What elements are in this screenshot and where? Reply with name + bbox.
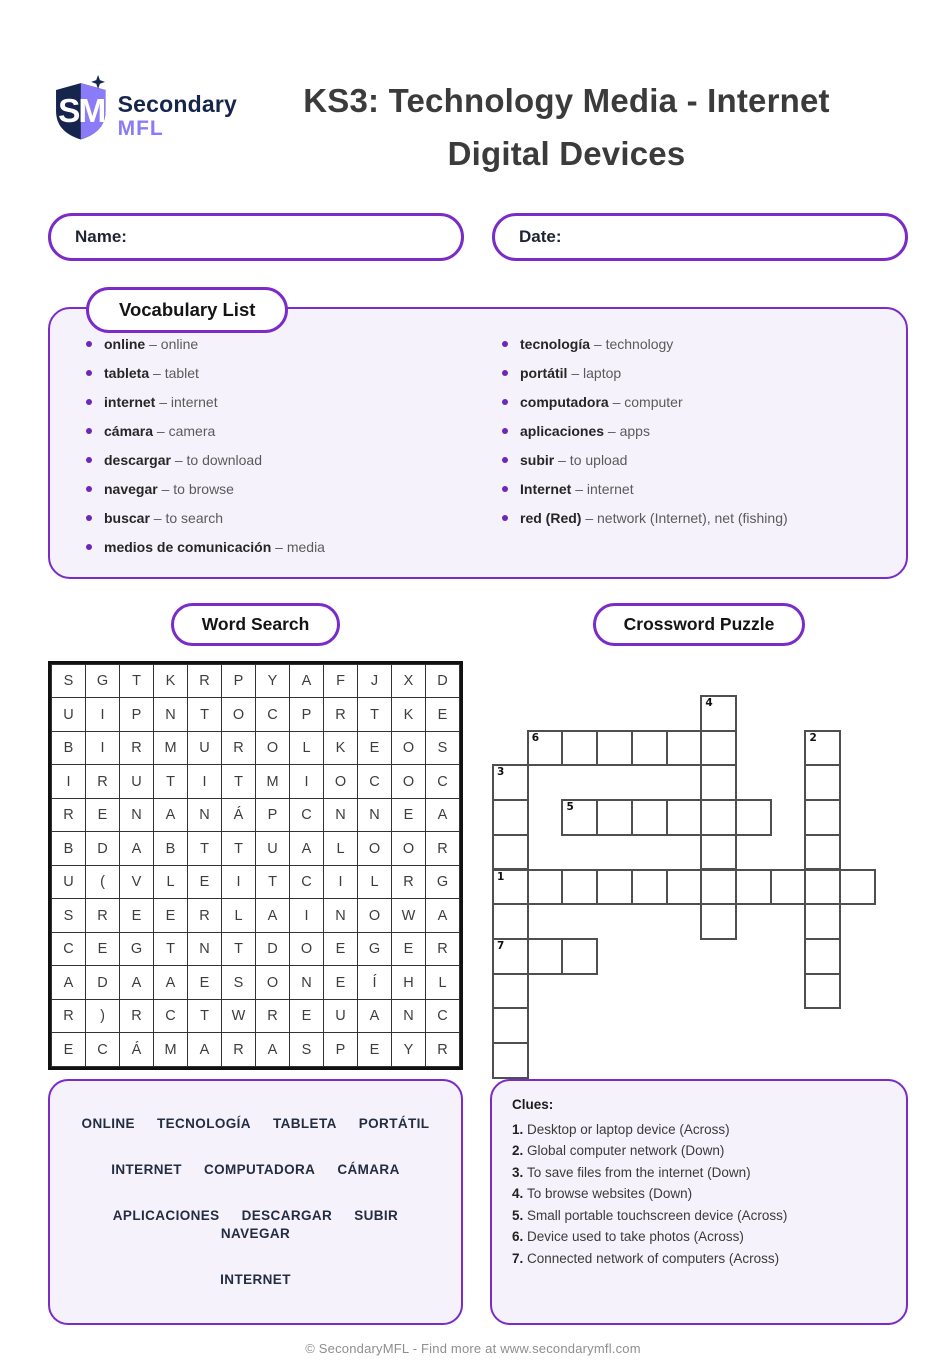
- crossword-cell[interactable]: [666, 799, 703, 836]
- word-search-cell: T: [154, 765, 188, 799]
- word-search-cell: A: [426, 798, 460, 832]
- word-search-cell: I: [86, 731, 120, 765]
- word-bank-word: SUBIR: [354, 1207, 399, 1223]
- word-search-cell: N: [188, 798, 222, 832]
- bullet-icon: [502, 428, 508, 434]
- word-search-cell: J: [358, 664, 392, 698]
- word-bank-word: TABLETA: [272, 1115, 337, 1131]
- bullet-icon: [502, 457, 508, 463]
- word-search-cell: E: [154, 899, 188, 933]
- word-search-cell: W: [222, 999, 256, 1033]
- crossword-cell[interactable]: [527, 730, 564, 767]
- word-search-cell: (: [86, 865, 120, 899]
- word-search-cell: R: [86, 899, 120, 933]
- word-search-cell: A: [188, 1033, 222, 1067]
- bullet-icon: [86, 399, 92, 405]
- clue-item: 6. Device used to take photos (Across): [512, 1229, 744, 1245]
- crossword-cell[interactable]: [527, 938, 564, 975]
- bullet-icon: [502, 515, 508, 521]
- crossword-cell[interactable]: [804, 938, 841, 975]
- crossword-cell[interactable]: [631, 799, 668, 836]
- vocabulary-right-column: [478, 337, 894, 569]
- word-search-cell: E: [86, 798, 120, 832]
- vocab-item: medios de comunicación – media: [74, 540, 478, 556]
- word-search-cell: P: [120, 698, 154, 732]
- bullet-icon: [86, 457, 92, 463]
- vocab-item: online – online: [74, 337, 478, 353]
- brand-mfl: MFL: [117, 117, 164, 140]
- vocabulary-panel: [48, 298, 908, 579]
- word-search-cell: E: [120, 899, 154, 933]
- word-search-cell: A: [154, 966, 188, 1000]
- word-search-cell: L: [154, 865, 188, 899]
- word-search-grid: [48, 661, 463, 1070]
- vocab-item: subir – to upload: [490, 453, 894, 469]
- vocab-item: aplicaciones – apps: [490, 424, 894, 440]
- word-search-cell: N: [154, 698, 188, 732]
- crossword-cell[interactable]: [804, 730, 841, 767]
- word-search-cell: H: [392, 966, 426, 1000]
- title-line-2: Digital Devices: [447, 135, 686, 173]
- word-bank-word: APLICACIONES: [112, 1207, 220, 1223]
- word-search-cell: U: [324, 999, 358, 1033]
- word-search-cell: K: [324, 731, 358, 765]
- word-search-cell: ): [86, 999, 120, 1033]
- word-bank-word: INTERNET: [220, 1271, 291, 1287]
- word-search-cell: D: [426, 664, 460, 698]
- vocab-item: computadora – computer: [490, 395, 894, 411]
- word-search-cell: L: [358, 865, 392, 899]
- crossword-cell[interactable]: [804, 869, 841, 906]
- word-search-cell: R: [52, 999, 86, 1033]
- word-search-cell: N: [324, 798, 358, 832]
- crossword-cell[interactable]: [839, 869, 876, 906]
- word-search-cell: R: [222, 731, 256, 765]
- date-field[interactable]: [492, 213, 908, 261]
- word-search-cell: E: [86, 932, 120, 966]
- word-search-cell: U: [188, 731, 222, 765]
- word-search-cell: I: [86, 698, 120, 732]
- crossword-grid: [492, 695, 878, 1079]
- vocabulary-left-column: [62, 337, 478, 569]
- word-search-cell: R: [188, 899, 222, 933]
- vocab-item: buscar – to search: [74, 511, 478, 527]
- word-search-cell: R: [426, 1033, 460, 1067]
- word-search-cell: L: [222, 899, 256, 933]
- crossword-cell[interactable]: [700, 695, 737, 732]
- svg-text:M: M: [78, 93, 107, 131]
- word-search-cell: R: [188, 664, 222, 698]
- word-search-cell: O: [256, 731, 290, 765]
- word-search-cell: L: [324, 832, 358, 866]
- word-search-cell: N: [324, 899, 358, 933]
- word-search-cell: Y: [256, 664, 290, 698]
- name-field[interactable]: [48, 213, 464, 261]
- crossword-clue-number: 7: [497, 939, 505, 952]
- word-search-cell: E: [358, 731, 392, 765]
- clue-item: 5. Small portable touchscreen device (Across): [512, 1207, 788, 1223]
- word-search-cell: N: [188, 932, 222, 966]
- word-search-cell: T: [188, 832, 222, 866]
- word-search-cell: U: [52, 698, 86, 732]
- word-search-cell: T: [188, 999, 222, 1033]
- bullet-icon: [502, 370, 508, 376]
- word-bank-word: TECNOLOGÍA: [156, 1115, 251, 1131]
- word-search-cell: G: [86, 664, 120, 698]
- crossword-clue-number: 2: [809, 731, 817, 744]
- word-search-cell: T: [256, 865, 290, 899]
- word-search-cell: B: [154, 832, 188, 866]
- word-search-cell: A: [426, 899, 460, 933]
- word-search-cell: M: [154, 1033, 188, 1067]
- word-search-cell: P: [290, 698, 324, 732]
- vocab-item: cámara – camera: [74, 424, 478, 440]
- clue-item: 4. To browse websites (Down): [512, 1186, 693, 1202]
- word-bank-word: NAVEGAR: [220, 1225, 291, 1241]
- word-search-cell: A: [290, 664, 324, 698]
- word-bank-word: DESCARGAR: [241, 1207, 333, 1223]
- word-search-cell: I: [188, 765, 222, 799]
- crossword-cell[interactable]: [735, 869, 772, 906]
- bullet-icon: [502, 341, 508, 347]
- crossword-clue-number: 6: [531, 731, 540, 744]
- word-search-cell: R: [120, 999, 154, 1033]
- word-search-cell: A: [154, 798, 188, 832]
- word-bank-word: COMPUTADORA: [203, 1161, 316, 1177]
- clues-title: Clues:: [512, 1096, 554, 1112]
- word-search-cell: D: [86, 832, 120, 866]
- vocab-item: Internet – internet: [490, 482, 894, 498]
- word-search-cell: C: [256, 698, 290, 732]
- crossword-cell[interactable]: [804, 764, 841, 801]
- crossword-cell[interactable]: [596, 869, 633, 906]
- word-bank-word: PORTÁTIL: [358, 1115, 430, 1131]
- word-search-cell: R: [52, 798, 86, 832]
- word-search-cell: K: [392, 698, 426, 732]
- word-search-cell: T: [222, 932, 256, 966]
- crossword-clue-number: 4: [705, 696, 713, 709]
- word-search-cell: D: [256, 932, 290, 966]
- clues-panel: [490, 1079, 908, 1325]
- word-search-cell: R: [392, 865, 426, 899]
- word-search-cell: N: [358, 798, 392, 832]
- word-search-cell: T: [222, 765, 256, 799]
- bullet-icon: [86, 428, 92, 434]
- word-search-cell: N: [392, 999, 426, 1033]
- word-search-cell: I: [290, 765, 324, 799]
- vocab-item: descargar – to download: [74, 453, 478, 469]
- word-search-cell: P: [324, 1033, 358, 1067]
- word-search-cell: G: [426, 865, 460, 899]
- word-search-cell: S: [52, 664, 86, 698]
- vocab-item: internet – internet: [74, 395, 478, 411]
- word-search-cell: M: [154, 731, 188, 765]
- word-search-cell: S: [222, 966, 256, 1000]
- name-label: Name:: [75, 226, 127, 246]
- crossword-cell[interactable]: [631, 730, 668, 767]
- brand-text: [118, 79, 237, 139]
- header: [0, 0, 946, 181]
- crossword-cell[interactable]: [596, 799, 633, 836]
- word-search-cell: C: [426, 765, 460, 799]
- bullet-icon: [86, 341, 92, 347]
- word-search-cell: E: [392, 798, 426, 832]
- word-search-cell: C: [290, 865, 324, 899]
- word-search-cell: A: [256, 1033, 290, 1067]
- word-search-cell: C: [358, 765, 392, 799]
- word-search-cell: T: [154, 932, 188, 966]
- bullet-icon: [86, 370, 92, 376]
- crossword-cell[interactable]: [700, 903, 737, 940]
- word-search-cell: E: [324, 966, 358, 1000]
- word-search-cell: O: [324, 765, 358, 799]
- clues-list: [512, 1119, 886, 1270]
- footer-copyright: © SecondaryMFL - Find more at www.secondarymfl.com: [305, 1340, 641, 1356]
- word-search-cell: Y: [392, 1033, 426, 1067]
- word-search-cell: O: [392, 731, 426, 765]
- crossword-cell[interactable]: [631, 869, 668, 906]
- word-bank-panel: [48, 1079, 463, 1325]
- word-search-cell: E: [188, 865, 222, 899]
- word-search-cell: C: [154, 999, 188, 1033]
- word-search-cell: N: [290, 966, 324, 1000]
- crossword-cell[interactable]: [527, 869, 564, 906]
- word-search-cell: R: [324, 698, 358, 732]
- word-search-cell: O: [358, 832, 392, 866]
- word-search-cell: B: [52, 731, 86, 765]
- name-date-row: [48, 213, 908, 261]
- crossword-cell[interactable]: [804, 973, 841, 1010]
- word-search-cell: Á: [222, 798, 256, 832]
- shield-logo-icon: [52, 72, 110, 146]
- word-bank-line: [58, 1115, 453, 1133]
- word-search-cell: G: [120, 932, 154, 966]
- word-search-cell: E: [426, 698, 460, 732]
- word-search-cell: C: [426, 999, 460, 1033]
- crossword-clue-number: 1: [497, 870, 505, 883]
- word-search-cell: A: [256, 899, 290, 933]
- word-search-cell: A: [52, 966, 86, 1000]
- word-search-cell: W: [392, 899, 426, 933]
- clue-item: 2. Global computer network (Down): [512, 1143, 725, 1159]
- word-search-cell: X: [392, 664, 426, 698]
- word-search-column: [48, 603, 463, 1325]
- word-search-cell: T: [222, 832, 256, 866]
- secondarymfl-logo: [52, 72, 237, 146]
- word-search-header: Word Search: [171, 603, 341, 646]
- word-search-cell: R: [426, 932, 460, 966]
- crossword-clue-number: 3: [497, 766, 505, 779]
- bullet-icon: [86, 544, 92, 550]
- crossword-cell[interactable]: [770, 869, 807, 906]
- crossword-cell[interactable]: [561, 938, 598, 975]
- word-search-cell: F: [324, 664, 358, 698]
- word-search-cell: M: [256, 765, 290, 799]
- bullet-icon: [86, 486, 92, 492]
- crossword-cell[interactable]: [700, 834, 737, 871]
- word-search-cell: R: [222, 1033, 256, 1067]
- bullet-icon: [502, 399, 508, 405]
- word-search-cell: P: [222, 664, 256, 698]
- word-search-cell: C: [290, 798, 324, 832]
- clue-item: 3. To save files from the internet (Down): [512, 1164, 751, 1180]
- crossword-cell[interactable]: [700, 764, 737, 801]
- word-search-cell: Í: [358, 966, 392, 1000]
- word-search-cell: T: [120, 664, 154, 698]
- word-search-cell: L: [290, 731, 324, 765]
- vocab-item: tableta – tablet: [74, 366, 478, 382]
- word-search-cell: O: [392, 832, 426, 866]
- word-search-cell: A: [120, 966, 154, 1000]
- crossword-cell[interactable]: [492, 799, 529, 836]
- bullet-icon: [86, 515, 92, 521]
- crossword-column: [490, 603, 908, 1325]
- page-title: [237, 72, 896, 181]
- word-search-cell: R: [86, 765, 120, 799]
- crossword-header: Crossword Puzzle: [593, 603, 806, 646]
- word-search-cell: E: [324, 932, 358, 966]
- word-search-cell: R: [426, 832, 460, 866]
- vocabulary-list-header: Vocabulary List: [86, 287, 288, 333]
- word-bank-word: ONLINE: [81, 1115, 135, 1131]
- crossword-cell[interactable]: [561, 869, 598, 906]
- vocab-item: navegar – to browse: [74, 482, 478, 498]
- word-search-cell: E: [392, 932, 426, 966]
- crossword-clue-number: 5: [566, 801, 574, 814]
- crossword-cell[interactable]: [666, 869, 703, 906]
- word-search-cell: C: [52, 932, 86, 966]
- crossword-cell[interactable]: [666, 730, 703, 767]
- word-search-cell: B: [52, 832, 86, 866]
- title-line-1: KS3: Technology Media - Internet: [303, 82, 830, 119]
- word-search-cell: O: [392, 765, 426, 799]
- word-bank-word: CÁMARA: [337, 1161, 400, 1177]
- word-search-cell: P: [256, 798, 290, 832]
- crossword-cell[interactable]: [492, 903, 529, 940]
- word-search-cell: A: [358, 999, 392, 1033]
- crossword-cell[interactable]: [700, 730, 737, 767]
- word-search-cell: G: [358, 932, 392, 966]
- word-search-cell: I: [52, 765, 86, 799]
- vocab-item: tecnología – technology: [490, 337, 894, 353]
- vocab-item: red (Red) – network (Internet), net (fishing): [490, 511, 894, 527]
- word-bank-word: INTERNET: [111, 1161, 182, 1177]
- word-search-cell: I: [222, 865, 256, 899]
- bullet-icon: [502, 486, 508, 492]
- word-search-cell: S: [52, 899, 86, 933]
- crossword-cell[interactable]: [804, 834, 841, 871]
- crossword-cell[interactable]: [700, 799, 737, 836]
- crossword-cell[interactable]: [596, 730, 633, 767]
- crossword-cell[interactable]: [492, 1007, 529, 1044]
- word-search-cell: Á: [120, 1033, 154, 1067]
- word-search-cell: O: [222, 698, 256, 732]
- word-search-cell: A: [120, 832, 154, 866]
- svg-text:S: S: [58, 93, 81, 131]
- crossword-cell[interactable]: [492, 938, 529, 975]
- word-search-cell: L: [426, 966, 460, 1000]
- crossword-cell[interactable]: [492, 764, 529, 801]
- word-search-cell: K: [154, 664, 188, 698]
- word-search-cell: O: [290, 932, 324, 966]
- word-bank-line: [58, 1161, 453, 1179]
- clue-item: 7. Connected network of computers (Across): [512, 1250, 780, 1266]
- crossword-cell[interactable]: [492, 1042, 529, 1079]
- word-search-cell: A: [290, 832, 324, 866]
- word-search-cell: S: [426, 731, 460, 765]
- crossword-cell[interactable]: [492, 834, 529, 871]
- brand-secondary: Secondary: [117, 91, 237, 117]
- word-search-cell: R: [256, 999, 290, 1033]
- vocab-item: portátil – laptop: [490, 366, 894, 382]
- word-search-cell: U: [120, 765, 154, 799]
- word-search-cell: R: [120, 731, 154, 765]
- word-bank-line: [58, 1271, 453, 1289]
- puzzles-section: [48, 603, 908, 1325]
- crossword-cell[interactable]: [735, 799, 772, 836]
- word-search-cell: E: [290, 999, 324, 1033]
- word-search-cell: U: [256, 832, 290, 866]
- word-search-cell: O: [256, 966, 290, 1000]
- word-bank-line: [58, 1207, 453, 1243]
- word-search-cell: O: [358, 899, 392, 933]
- date-label: Date:: [519, 226, 562, 246]
- word-search-cell: N: [120, 798, 154, 832]
- word-search-cell: E: [188, 966, 222, 1000]
- word-search-cell: E: [52, 1033, 86, 1067]
- crossword-cell[interactable]: [561, 799, 598, 836]
- word-search-cell: T: [358, 698, 392, 732]
- crossword-cell[interactable]: [492, 869, 529, 906]
- crossword-cell[interactable]: [561, 730, 598, 767]
- word-search-cell: V: [120, 865, 154, 899]
- word-search-cell: S: [290, 1033, 324, 1067]
- crossword-cell[interactable]: [804, 903, 841, 940]
- crossword-cell[interactable]: [804, 799, 841, 836]
- crossword-cell[interactable]: [492, 973, 529, 1010]
- clue-item: 1. Desktop or laptop device (Across): [512, 1121, 730, 1137]
- word-search-cell: D: [86, 966, 120, 1000]
- crossword-cell[interactable]: [700, 869, 737, 906]
- word-search-cell: U: [52, 865, 86, 899]
- word-search-cell: I: [290, 899, 324, 933]
- word-search-cell: I: [324, 865, 358, 899]
- word-search-cell: T: [188, 698, 222, 732]
- word-search-cell: C: [86, 1033, 120, 1067]
- word-search-cell: E: [358, 1033, 392, 1067]
